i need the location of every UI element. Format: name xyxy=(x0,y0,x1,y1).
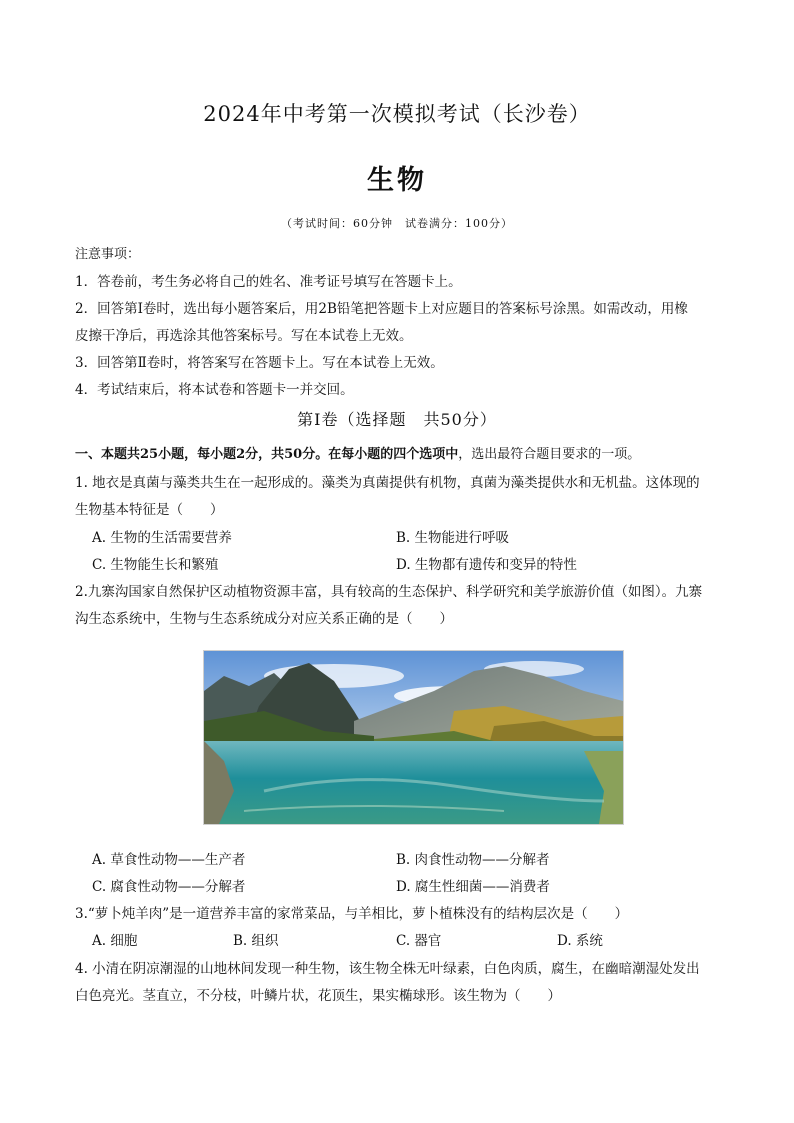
note-item: 4．考试结束后，将本试卷和答题卡一并交回。 xyxy=(75,382,354,398)
q3-option-c: C. 器官 xyxy=(396,933,442,949)
time-info: （考试时间：60分钟 试卷满分：100分） xyxy=(281,217,513,230)
q2-option-c: C. 腐食性动物——分解者 xyxy=(92,879,246,895)
question-4-stem-cont: 白色亮光。茎直立，不分枝，叶鳞片状，花顶生，果实椭球形。该生物为（ ） xyxy=(75,988,561,1004)
q2-option-a: A. 草食性动物——生产者 xyxy=(92,852,246,868)
question-1-stem: 1. 地衣是真菌与藻类共生在一起形成的。藻类为真菌提供有机物，真菌为藻类提供水和无机盐。这体现的 xyxy=(75,475,700,491)
note-item: 1．答卷前，考生务必将自己的姓名、准考证号填写在答题卡上。 xyxy=(75,274,462,290)
q1-option-c: C. 生物能生长和繁殖 xyxy=(92,557,219,573)
note-item: 皮擦干净后，再选涂其他答案标号。写在本试卷上无效。 xyxy=(75,328,413,344)
instruction-bold: 一、本题共25小题，每小题2分，共50分。在每小题的四个选项中 xyxy=(75,447,459,462)
notes-heading: 注意事项： xyxy=(75,247,141,262)
question-2-stem: 2.九寨沟国家自然保护区动植物资源丰富，具有较高的生态保护、科学研究和美学旅游价值（如图）。九寨 xyxy=(75,584,703,600)
subject-title: 生物 xyxy=(367,165,427,196)
exam-title: 2024年中考第一次模拟考试（长沙卷） xyxy=(203,102,591,126)
question-2-stem-cont: 沟生态系统中，生物与生态系统成分对应关系正确的是（ ） xyxy=(75,611,453,627)
q1-option-b: B. 生物能进行呼吸 xyxy=(396,530,510,546)
section-title: 第Ⅰ卷（选择题 共50分） xyxy=(297,410,497,429)
note-item: 3．回答第Ⅱ卷时，将答案写在答题卡上。写在本试卷上无效。 xyxy=(75,355,444,371)
q3-option-b: B. 组织 xyxy=(233,933,279,949)
q1-option-d: D. 生物都有遗传和变异的特性 xyxy=(396,557,577,573)
q2-option-d: D. 腐生性细菌——消费者 xyxy=(396,879,550,895)
section-instruction xyxy=(75,443,640,462)
question-4-stem: 4. 小清在阴凉潮湿的山地林间发现一种生物，该生物全株无叶绿素，白色肉质，腐生，在幽暗潮湿处发出 xyxy=(75,961,700,977)
note-item: 2．回答第Ⅰ卷时，选出每小题答案后，用2B铅笔把答题卡上对应题目的答案标号涂黑。如需改动，用橡 xyxy=(75,301,688,317)
q3-option-a: A. 细胞 xyxy=(92,933,138,949)
q2-option-b: B. 肉食性动物——分解者 xyxy=(396,852,550,868)
jiuzhaigou-lake-image xyxy=(203,650,624,825)
instruction-rest: ，选出最符合题目要求的一项。 xyxy=(458,447,641,462)
q3-option-d: D. 系统 xyxy=(557,933,603,949)
q1-option-a: A. 生物的生活需要营养 xyxy=(92,530,232,546)
question-1-stem-cont: 生物基本特征是（ ） xyxy=(75,502,224,518)
question-3-stem: 3.“萝卜炖羊肉”是一道营养丰富的家常菜品，与羊相比，萝卜植株没有的结构层次是（ ） xyxy=(75,906,629,922)
